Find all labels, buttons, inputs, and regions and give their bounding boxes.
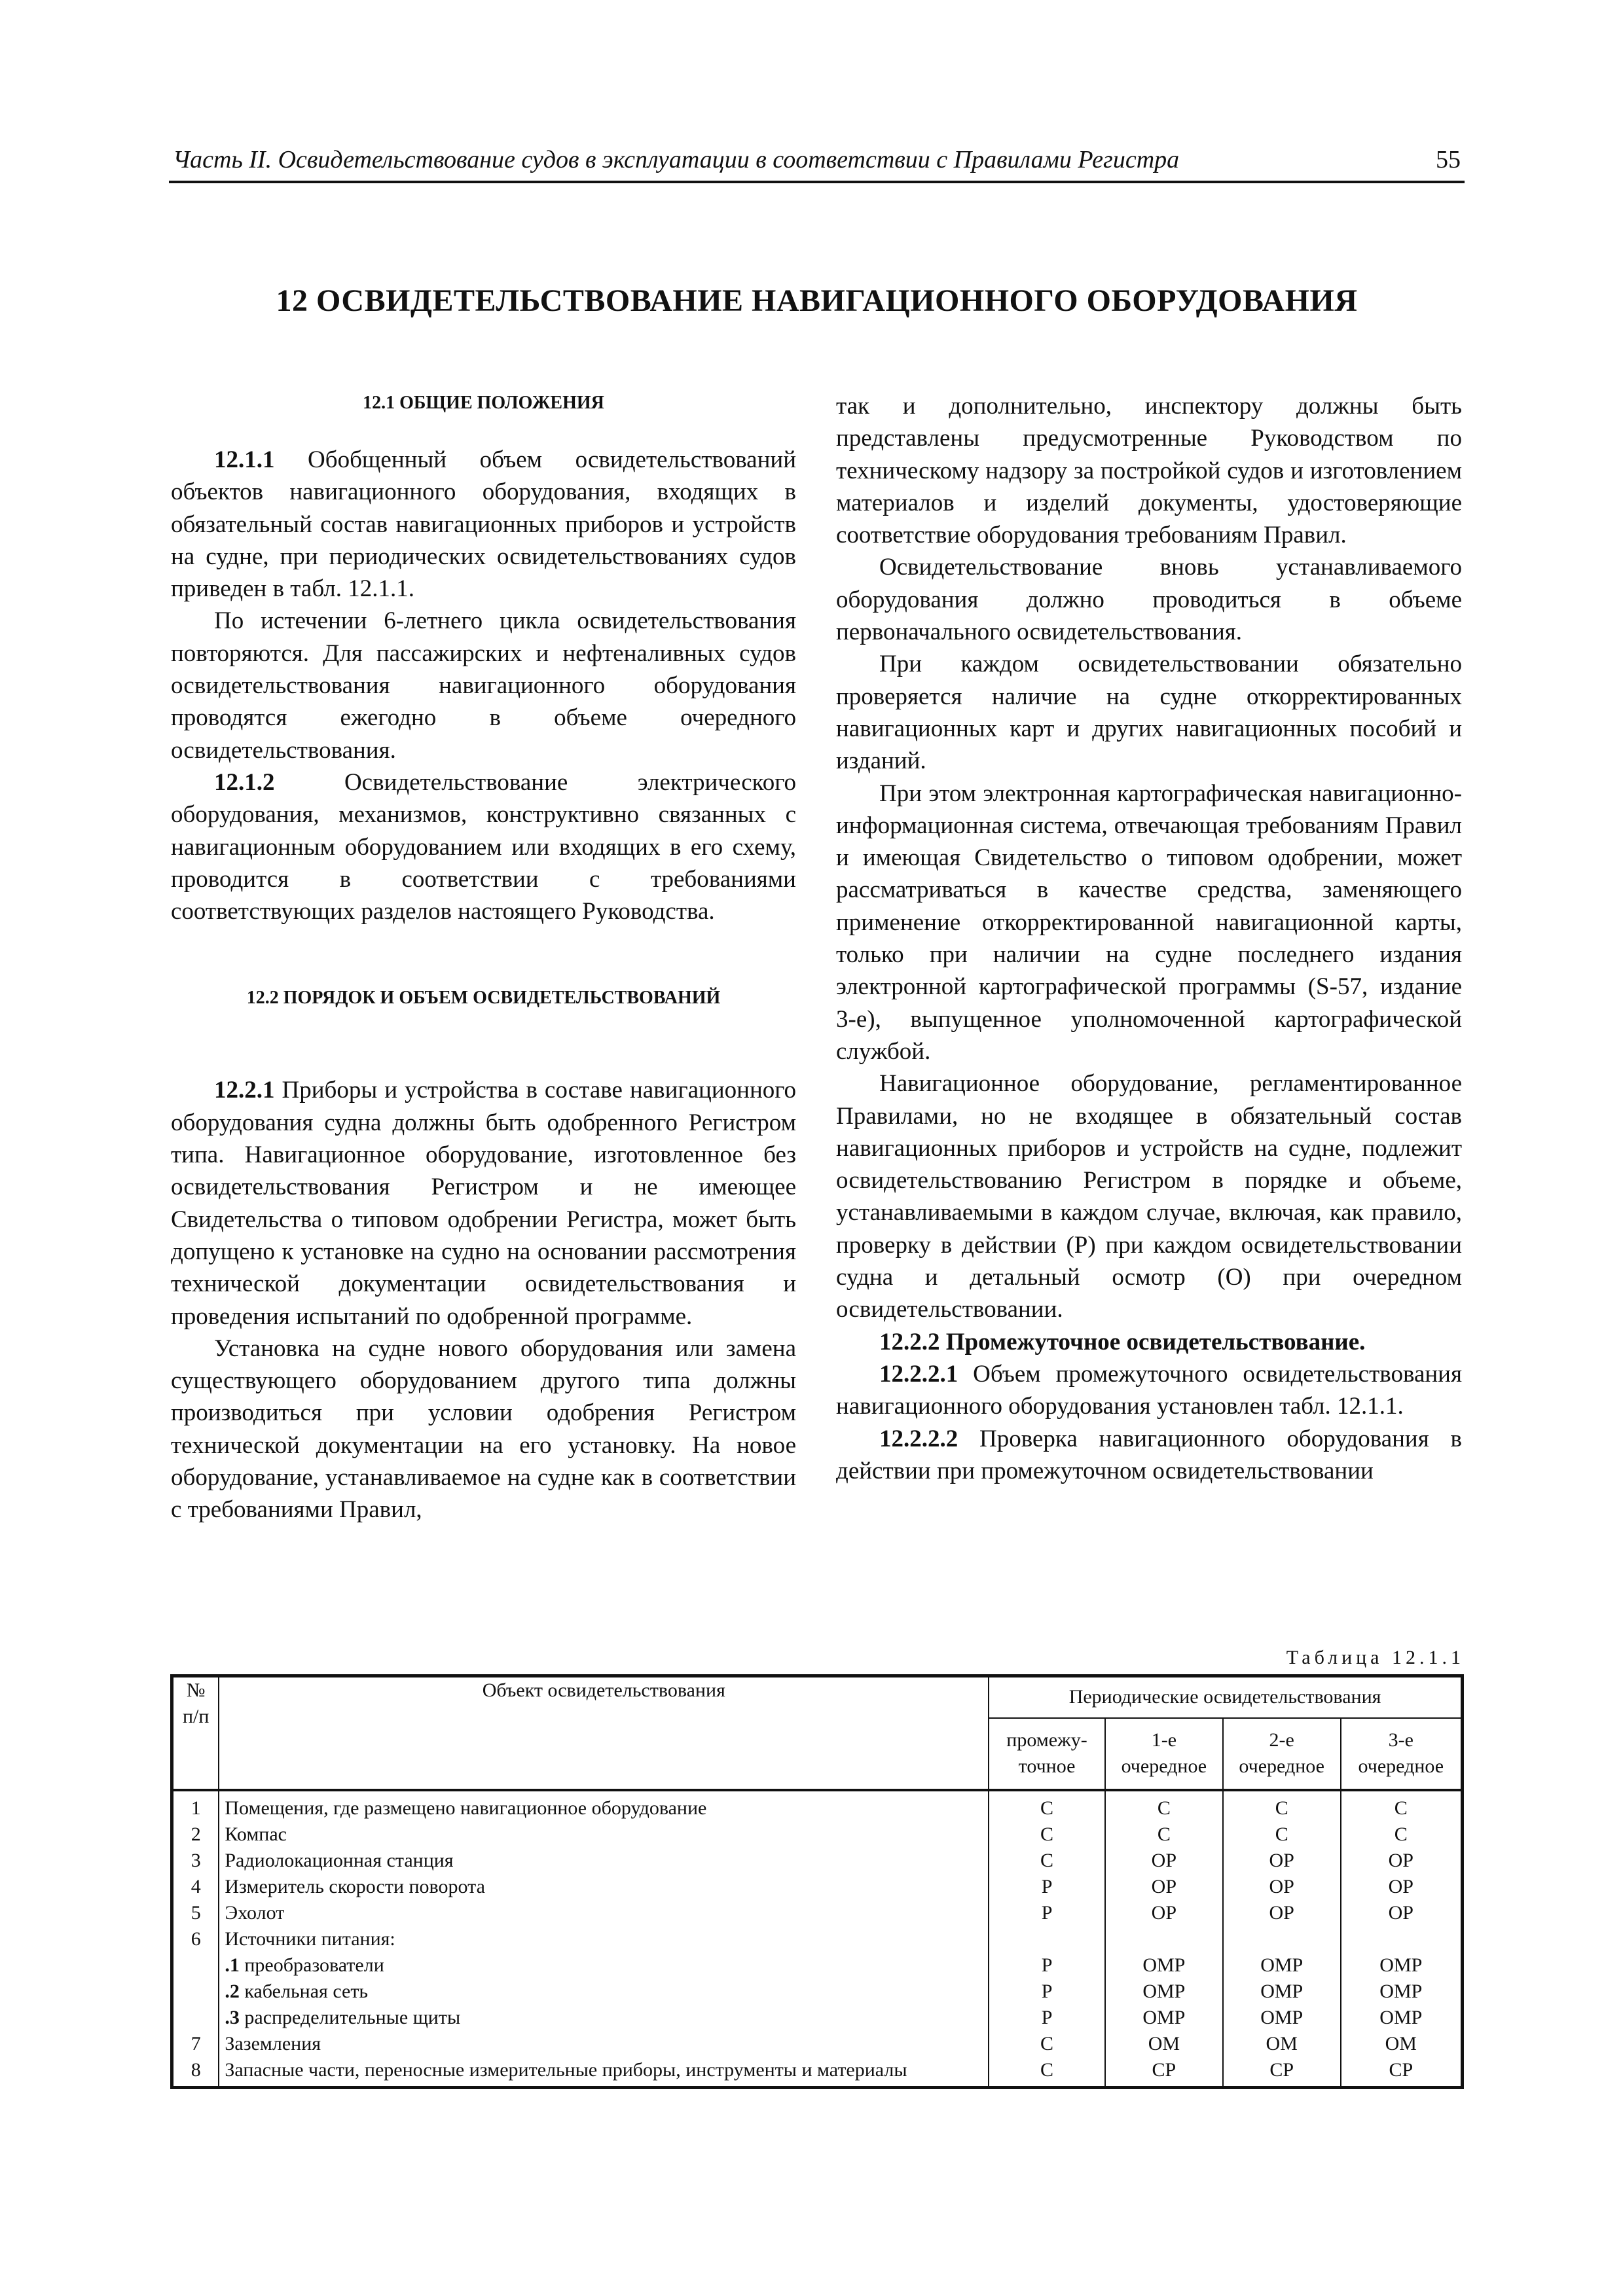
clause-number: 12.1.1 [214,446,275,473]
survey-value: ОР [1105,1848,1223,1874]
paragraph-documents: так и дополнительно, инспектору должны быть представлены предусмотренные Руководством по техническому надзору за постройкой судов и изготовлением материалов и изделий документы, удостоверяющие соответствие оборудования требованиям Правил. [836,393,1462,549]
left-column [171,390,796,1526]
item-prefix: .2 [225,1980,240,2002]
item-name: Источники питания: [225,1928,395,1950]
survey-value: ОМР [1223,2005,1341,2031]
table-row [172,1926,1463,1952]
survey-value: ОМР [1105,1979,1223,2005]
survey-table [170,1674,1464,2089]
table-row [172,1952,1463,1979]
row-number: 4 [172,1874,219,1900]
paragraph-text: Освидетельствование электрического оборудования, механизмов, конструктивно связанных с навигационным оборудованием или входящих в его схему, проводится в соответствии с требованиями соответствующих разделов настоящего Руководства. [171,768,796,925]
row-object [219,1874,989,1900]
survey-value: С [1341,1821,1463,1848]
section-heading-12-1: 12.1 ОБЩИЕ ПОЛОЖЕНИЯ [363,393,604,413]
paragraph-other-equipment: Навигационное оборудование, регламентированное Правилами, но не входящее в обязательный состав навигационных приборов и устройств на судне, подлежит освидетельствованию Регистром в порядке и объеме, устанавливаемыми в каждом случае, включая, как правило, проверку в действии (Р) при каждом освидетельствовании судна и детальный осмотр (О) при очередном освидетельствовании. [836,1070,1462,1323]
survey-value [1341,1926,1463,1952]
paragraph-new-equipment: Освидетельствование вновь устанавливаемого оборудования должно проводиться в объеме первоначального освидетельствования. [836,554,1462,646]
survey-value: ОМ [1223,2031,1341,2057]
survey-value: ОМР [1105,1952,1223,1979]
row-number [172,2005,219,2031]
survey-value: ОР [1341,1874,1463,1900]
survey-value [989,1926,1105,1952]
item-name: Радиолокационная станция [225,1849,454,1871]
survey-value [1223,1926,1341,1952]
paragraph-text: Объем промежуточного освидетельствования навигационного оборудования установлен табл. 12.1.1. [836,1360,1462,1420]
col-header-third: 3-е очередное [1341,1718,1463,1790]
survey-value: СР [1223,2057,1341,2088]
table-body [172,1790,1463,2088]
row-number: 5 [172,1900,219,1926]
col-header-periodic: Периодические освидетельствования [989,1676,1462,1718]
survey-value: С [989,2057,1105,2088]
row-object [219,1952,989,1979]
item-name: Запасные части, переносные измерительные приборы, инструменты и материалы [225,2058,907,2081]
survey-value: ОР [1223,1874,1341,1900]
paragraph-text: Обобщенный объем освидетельствований объектов навигационного оборудования, входящих в обязательный состав навигационных приборов и устройств на судне, при периодических освидетельствованиях судов приведен в табл. 12.1.1. [171,446,796,603]
paragraph-ecdis: При этом электронная картографическая навигационно-информационная система, отвечающая требованиям Правил и имеющая Свидетельство о типовом одобрении, может рассматриваться в качестве средства, заменяющего применение откорректированной навигационной карты, только при наличии на судне последнего издания электронной картографической программы (S-57, издание 3-е), выпущенное уполномоченной картографической службой. [836,780,1462,1065]
table-caption: Таблица 12.1.1 [1286,1647,1465,1668]
paragraph-12-2-1 [171,1074,796,1332]
row-object [219,2005,989,2031]
survey-value: ОР [1341,1848,1463,1874]
row-number: 8 [172,2057,219,2088]
survey-value: С [1105,1790,1223,1821]
row-number [172,1952,219,1979]
item-name: Эхолот [225,1901,285,1924]
survey-value: СР [1341,2057,1463,2088]
survey-value: ОМР [1223,1952,1341,1979]
survey-value: ОМ [1105,2031,1223,2057]
paragraph-cycle: По истечении 6-летнего цикла освидетельствования повторяются. Для пассажирских и нефтеналивных судов освидетельствования навигационного оборудования проводятся ежегодно в объеме очередного освидетельствования. [171,607,796,764]
running-title: Часть II. Освидетельствование судов в эксплуатации в соответствии с Правилами Регистра [173,146,1180,173]
row-number: 2 [172,1821,219,1848]
col-header-second: 2-е очередное [1223,1718,1341,1790]
row-object [219,2057,989,2088]
col-header-intermediate: промежу-точное [989,1718,1105,1790]
paragraph-text: Проверка навигационного оборудования в действии при промежуточном освидетельствовании [836,1425,1462,1484]
item-prefix: .1 [225,1954,240,1976]
col-header-object: Объект освидетельствования [219,1676,989,1790]
survey-value: ОР [1105,1874,1223,1900]
page-number: 55 [1436,146,1461,173]
table-row [172,1821,1463,1848]
survey-value: Р [989,1952,1105,1979]
survey-value: С [1341,1790,1463,1821]
survey-value: С [1105,1821,1223,1848]
clause-number: 12.2.2.2 [879,1425,958,1452]
item-name: преобразователи [239,1954,384,1976]
survey-value: СР [1105,2057,1223,2088]
chapter-title: 12 ОСВИДЕТЕЛЬСТВОВАНИЕ НАВИГАЦИОННОГО ОБОРУДОВАНИЯ [276,283,1358,318]
row-object [219,1848,989,1874]
table-row [172,2031,1463,2057]
survey-value: ОР [1105,1900,1223,1926]
survey-value: Р [989,1979,1105,2005]
clause-heading: 12.2.2 Промежуточное освидетельствование. [879,1328,1366,1355]
paragraph-charts: При каждом освидетельствовании обязательно проверяется наличие на судне откорректированных навигационных карт и других навигационных пособий и изданий. [836,651,1462,775]
survey-value: С [1223,1821,1341,1848]
item-name: кабельная сеть [239,1980,369,2002]
survey-value: ОМР [1105,2005,1223,2031]
survey-value: С [989,1848,1105,1874]
survey-value: ОМР [1341,2005,1463,2031]
col-header-no: № п/п [172,1676,219,1790]
row-object [219,1979,989,2005]
row-object [219,1900,989,1926]
table-row [172,1874,1463,1900]
section-heading-12-2: 12.2 ПОРЯДОК И ОБЪЕМ ОСВИДЕТЕЛЬСТВОВАНИЙ [246,988,721,1009]
survey-value: ОМ [1341,2031,1463,2057]
table-row [172,1790,1463,1821]
running-header [169,145,1465,183]
row-number: 6 [172,1926,219,1952]
col-header-first: 1-е очередное [1105,1718,1223,1790]
row-number: 1 [172,1790,219,1821]
row-object [219,1790,989,1821]
row-number: 3 [172,1848,219,1874]
survey-value: ОМР [1223,1979,1341,2005]
paragraph-12-2-2-1 [836,1358,1462,1423]
item-prefix: .3 [225,2006,240,2028]
item-name: Измеритель скорости поворота [225,1875,485,1897]
item-name: Заземления [225,2032,321,2054]
right-column [836,390,1462,1487]
paragraph-installation: Установка на судне нового оборудования или замена существующего оборудованием другого типа должны производиться при условии одобрения Регистром технической документации на его установку. На новое оборудование, устанавливаемое на судне как в соответствии с требованиями Правил, [171,1335,796,1524]
item-name: Компас [225,1823,287,1845]
survey-value: С [989,1821,1105,1848]
survey-value: Р [989,2005,1105,2031]
survey-value: Р [989,1900,1105,1926]
table-row [172,2057,1463,2088]
table-row [172,1979,1463,2005]
row-object [219,1821,989,1848]
table-row [172,1848,1463,1874]
row-number: 7 [172,2031,219,2057]
row-number [172,1979,219,2005]
survey-value: С [1223,1790,1341,1821]
survey-value: ОР [1223,1900,1341,1926]
clause-number: 12.1.2 [214,768,275,796]
table-row [172,2005,1463,2031]
clause-number: 12.2.2.1 [879,1360,958,1388]
paragraph-text: Приборы и устройства в составе навигационного оборудования судна должны быть одобренного Регистром типа. Навигационное оборудование, изготовленное без освидетельствования Регистром и не имеющее Свидетельства о типовом одобрении Регистра, может быть допущено к установке на судно на основании рассмотрения технической документации освидетельствования и проведения испытаний по одобренной программе. [171,1077,796,1330]
survey-value: ОР [1223,1848,1341,1874]
survey-value: С [989,2031,1105,2057]
survey-value: ОМР [1341,1979,1463,2005]
paragraph-12-1-2 [171,766,796,927]
survey-value: Р [989,1874,1105,1900]
survey-value: ОМР [1341,1952,1463,1979]
clause-number: 12.2.1 [214,1077,275,1104]
row-object [219,2031,989,2057]
survey-value: ОР [1341,1900,1463,1926]
paragraph-12-1-1 [171,444,796,605]
survey-value: С [989,1790,1105,1821]
row-object [219,1926,989,1952]
paragraph-12-2-2 [836,1326,1462,1358]
table-row [172,1900,1463,1926]
item-name: распределительные щиты [239,2006,461,2028]
paragraph-12-2-2-2 [836,1423,1462,1488]
item-name: Помещения, где размещено навигационное оборудование [225,1797,707,1819]
survey-value [1105,1926,1223,1952]
